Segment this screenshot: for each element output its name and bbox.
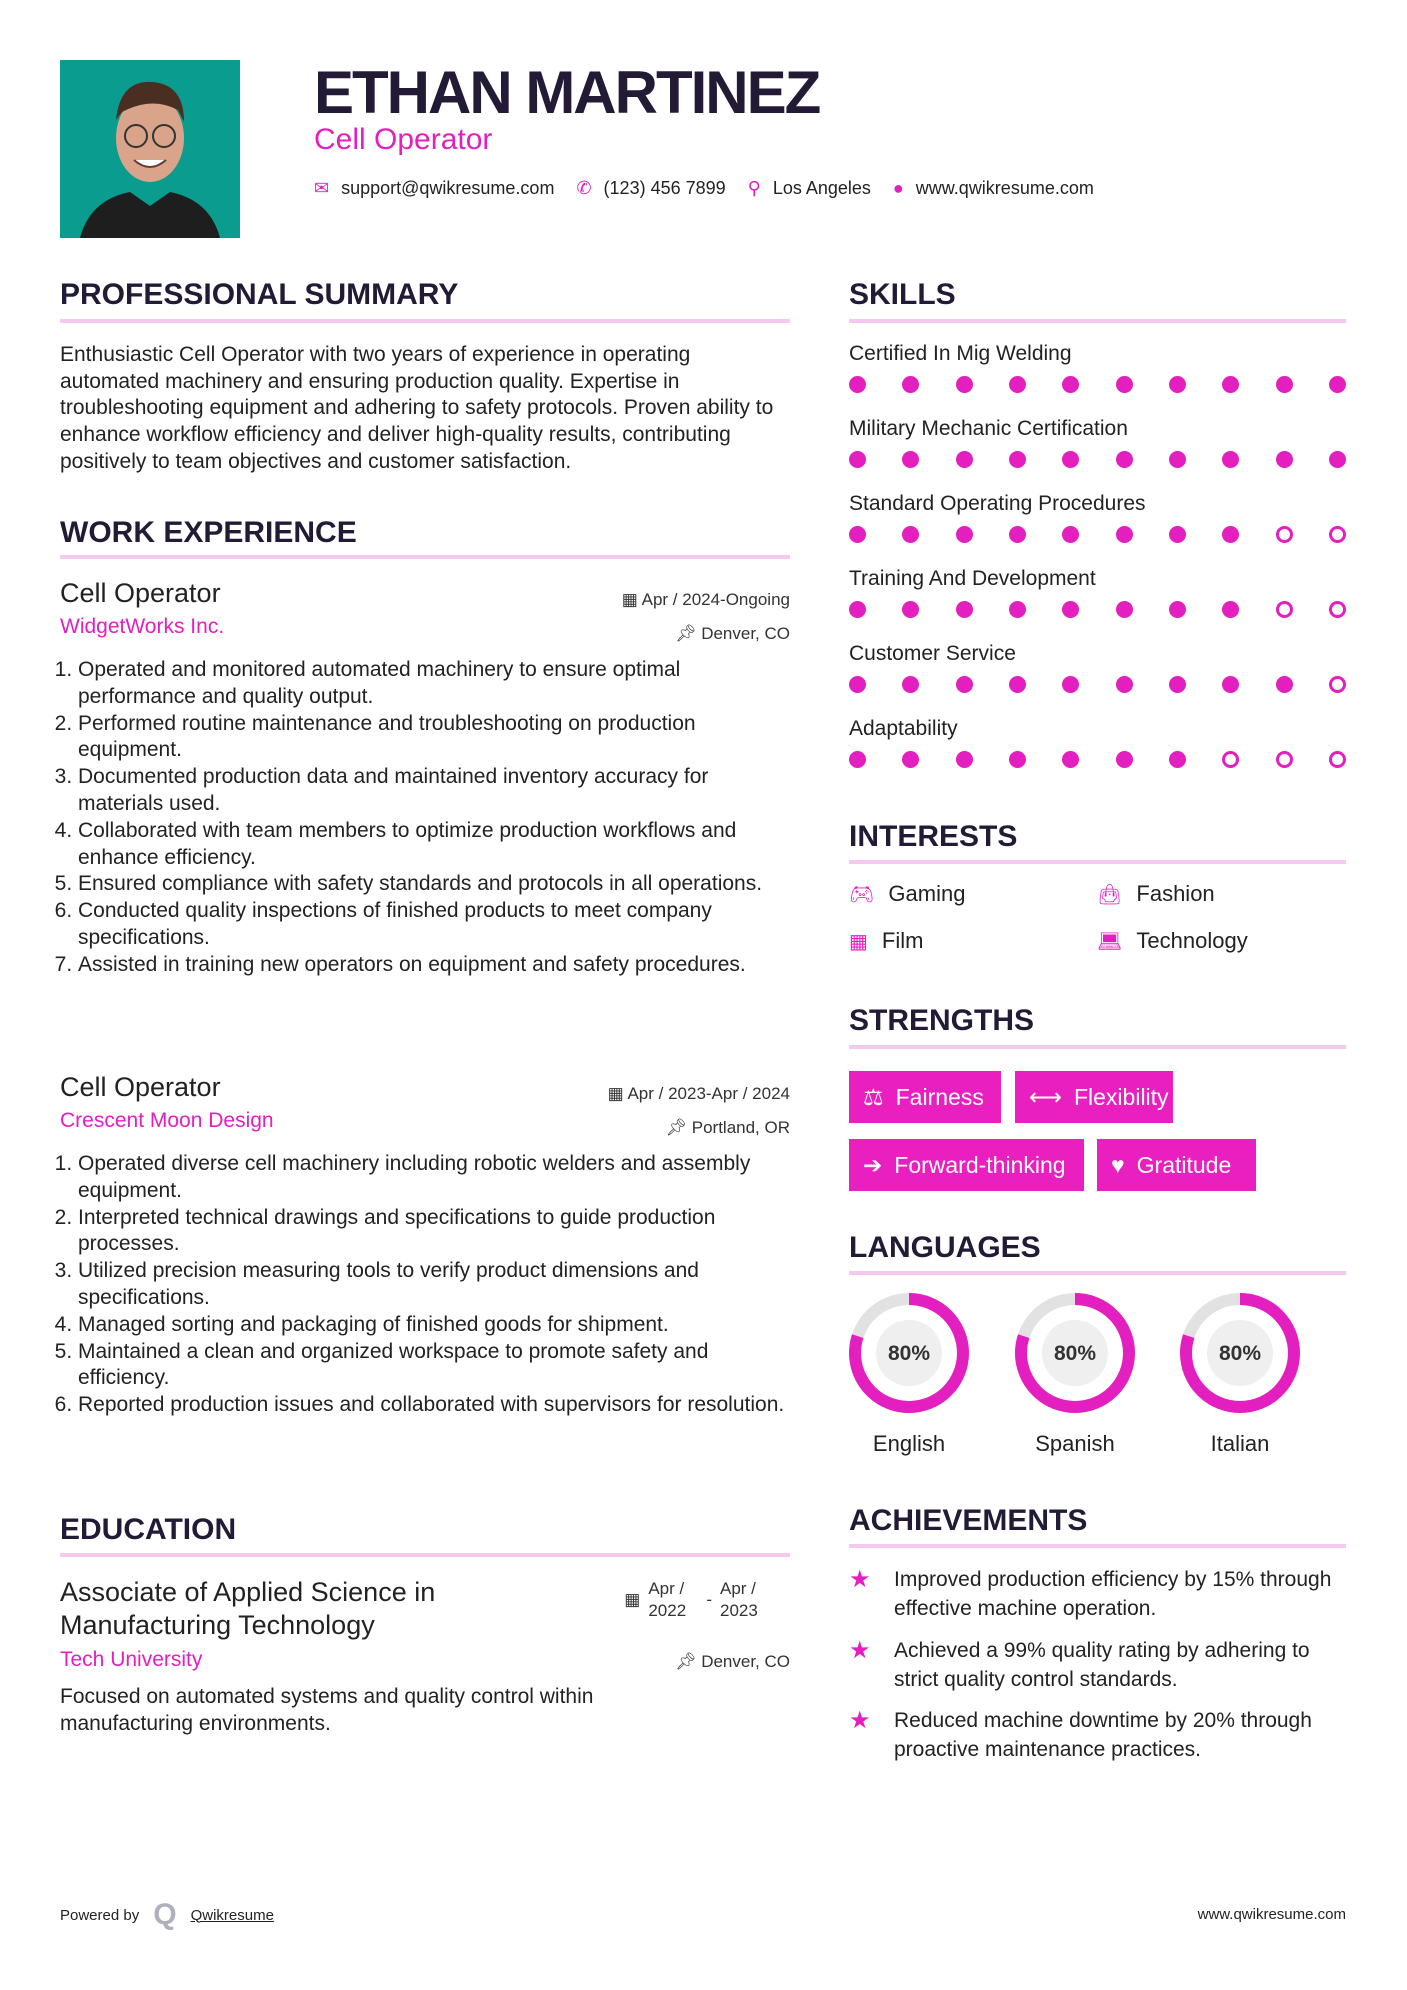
thumbtack-icon: 📌︎ [665,1118,692,1137]
job-location-text: Portland, OR [691,1118,790,1137]
skill-name: Certified In Mig Welding [849,342,1072,365]
language-italian [1175,1290,1305,1457]
education-description: Focused on automated systems and quality control within manufacturing environments. [60,1685,594,1735]
section-divider [849,319,1346,323]
language-percent: 80% [1218,1342,1262,1365]
skill-item [849,717,1346,792]
job-bullet: 4. Collaborated with team members to optimize production workflows and enhance efficiency. [78,818,790,872]
language-english [844,1290,974,1457]
start-date: Apr / 2022 [648,1579,687,1620]
rating-dot-filled [849,601,866,618]
job-bullet: 2. Performed routine maintenance and troubleshooting on production equipment. [78,711,790,765]
section-divider [60,319,790,323]
interest-gaming [849,881,965,907]
rating-dot-filled [1222,601,1239,618]
candidate-name: ETHAN MARTINEZ [314,59,820,126]
calendar-icon: ▦ [624,1590,641,1609]
rating-dot-filled [1116,601,1133,618]
location-text: Los Angeles [772,178,871,198]
film-icon: ▦ [849,930,868,953]
rating-dot-filled [902,526,919,543]
thumbtack-icon: 📌︎ [674,624,702,643]
language-ring [1010,1290,1140,1416]
calendar-icon: ▦ [607,1084,628,1103]
rating-dot-filled [1062,376,1079,393]
strength-label: Gratitude [1136,1151,1232,1178]
rating-dot-empty [1329,751,1346,768]
section-heading-languages: LANGUAGES [849,1231,1041,1264]
laptop-icon: 💻︎ [1097,930,1123,953]
job-location [665,1118,790,1138]
job-bullet: 1. Operated diverse cell machinery including robotic welders and assembly equipment. [78,1151,790,1205]
job-bullets [60,1151,790,1419]
rating-dot-filled [1222,451,1239,468]
star-icon: ★ [849,1637,871,1664]
job-company: Crescent Moon Design [60,1109,274,1132]
rating-dot-filled [1169,526,1186,543]
job-company: WidgetWorks Inc. [60,615,225,638]
rating-dot-filled [1009,526,1026,543]
footer-powered-by [60,1898,274,1932]
section-divider [60,555,790,559]
rating-dot-filled [1169,751,1186,768]
gamepad-icon: 🎮︎ [849,883,875,906]
rating-dot-filled [1062,601,1079,618]
language-spanish [1010,1290,1140,1457]
job-dates-text: Apr / 2024-Ongoing [641,590,790,609]
achievement-text: Reduced machine downtime by 20% through proactive maintenance practices. [894,1709,1312,1761]
strength-label: Forward-thinking [894,1151,1066,1178]
job-dates [622,590,790,610]
rating-dot-filled [1329,376,1346,393]
language-name: Spanish [1035,1431,1115,1456]
rating-dot-filled [902,376,919,393]
section-heading-summary: PROFESSIONAL SUMMARY [60,278,459,311]
interest-label: Technology [1136,928,1248,953]
job-location [675,624,790,644]
section-divider [849,1544,1346,1548]
map-marker-icon: ⚲ [747,178,761,198]
job-bullet: 1. Operated and monitored automated machinery to ensure optimal performance and quality output. [78,657,790,711]
rating-dot-filled [849,376,866,393]
skill-name: Training And Development [849,567,1096,590]
rating-dot-filled [1276,376,1293,393]
powered-by-label: Powered by [60,1906,140,1924]
rating-dot-filled [902,751,919,768]
interest-film [849,928,923,954]
skill-rating [849,751,1346,768]
skill-item [849,567,1346,642]
job-title: Cell Operator [60,578,221,608]
skill-rating [849,451,1346,468]
qwikresume-logo-icon: Q [153,1898,177,1931]
job-bullet: 5. Ensured compliance with safety standards and protocols in all operations. [78,871,790,898]
skill-rating [849,526,1346,543]
skill-item [849,417,1346,492]
envelope-icon: ✉ [314,178,330,198]
rating-dot-filled [1222,676,1239,693]
interest-technology [1097,928,1248,954]
rating-dot-filled [956,751,973,768]
rating-dot-filled [1009,601,1026,618]
skill-name: Adaptability [849,717,958,740]
degree-title: Associate of Applied Science in Manufacturing Technology [60,1577,436,1640]
section-divider [849,1045,1346,1049]
achievement-item [849,1565,1346,1623]
section-heading-skills: SKILLS [849,278,956,311]
rating-dot-filled [1009,751,1026,768]
rating-dot-filled [1169,451,1186,468]
calendar-icon: ▦ [621,590,642,609]
rating-dot-filled [1062,751,1079,768]
rating-dot-empty [1276,526,1293,543]
rating-dot-filled [849,751,866,768]
strength-flexibility [1015,1071,1173,1123]
strength-gratitude [1097,1139,1256,1191]
education-dates [624,1578,770,1622]
section-divider [60,1553,790,1557]
education-entry [60,1576,790,1737]
rating-dot-filled [1276,676,1293,693]
arrows-h-icon: ⟷ [1029,1083,1062,1110]
rating-dot-empty [1329,601,1346,618]
rating-dot-empty [1276,601,1293,618]
rating-dot-filled [1222,526,1239,543]
section-heading-experience: WORK EXPERIENCE [60,516,357,549]
section-heading-achievements: ACHIEVEMENTS [849,1504,1088,1537]
rating-dot-filled [902,601,919,618]
achievement-item [849,1706,1346,1764]
job-bullet: 3. Documented production data and maintained inventory accuracy for materials used. [78,764,790,818]
rating-dot-filled [1169,376,1186,393]
balance-scale-icon: ⚖ [863,1083,884,1110]
interest-label: Gaming [888,881,966,906]
language-name: Italian [1210,1431,1270,1456]
rating-dot-filled [1009,676,1026,693]
skill-name: Military Mechanic Certification [849,417,1128,440]
job-bullet: 3. Utilized precision measuring tools to verify product dimensions and specifications. [78,1258,790,1312]
rating-dot-filled [1062,526,1079,543]
job-bullet: 5. Maintained a clean and organized workspace to promote safety and efficiency. [78,1339,790,1393]
rating-dot-filled [956,676,973,693]
rating-dot-empty [1329,676,1346,693]
strength-label: Fairness [895,1083,984,1110]
phone-icon: ✆ [576,178,592,198]
rating-dot-filled [1222,376,1239,393]
brand-link[interactable]: Qwikresume [190,1906,274,1924]
section-heading-interests: INTERESTS [849,820,1018,853]
strength-fairness [849,1071,1001,1123]
rating-dot-filled [1169,601,1186,618]
section-divider [849,860,1346,864]
rating-dot-filled [1116,676,1133,693]
skills-list [849,342,1346,792]
rating-dot-filled [1276,451,1293,468]
email-link[interactable]: support@qwikresume.com [341,178,555,198]
job-title: Cell Operator [60,1072,221,1102]
section-divider [849,1271,1346,1275]
rating-dot-filled [1169,676,1186,693]
achievement-text: Achieved a 99% quality rating by adhering to strict quality control standards. [894,1639,1310,1691]
rating-dot-filled [1009,451,1026,468]
education-location [675,1652,790,1672]
footer-website[interactable]: www.qwikresume.com [1197,1906,1346,1923]
interest-label: Fashion [1136,881,1215,906]
rating-dot-filled [956,376,973,393]
job-dates [608,1084,790,1104]
arrow-right-icon: ➔ [863,1151,883,1178]
rating-dot-filled [902,451,919,468]
job-bullet: 6. Reported production issues and collaborated with supervisors for resolution. [78,1392,790,1419]
contact-bar [314,178,1116,199]
date-separator: - [706,1590,712,1609]
rating-dot-filled [1116,376,1133,393]
rating-dot-filled [1116,526,1133,543]
star-icon: ★ [849,1566,871,1593]
thumbtack-icon: 📌︎ [674,1652,702,1671]
rating-dot-empty [1276,751,1293,768]
rating-dot-filled [956,526,973,543]
language-percent: 80% [887,1342,931,1365]
section-heading-education: EDUCATION [60,1513,237,1546]
skill-name: Customer Service [849,642,1016,665]
rating-dot-empty [1222,751,1239,768]
skill-item [849,342,1346,417]
skill-rating [849,601,1346,618]
rating-dot-empty [1329,526,1346,543]
job-entry [60,578,790,979]
achievement-text: Improved production efficiency by 15% through effective machine operation. [894,1568,1332,1620]
website-link[interactable]: www.qwikresume.com [915,178,1094,198]
skill-rating [849,376,1346,393]
strength-label: Flexibility [1073,1083,1169,1110]
rating-dot-filled [1329,451,1346,468]
star-icon: ★ [849,1707,871,1734]
skill-item [849,492,1346,567]
rating-dot-filled [956,601,973,618]
education-location-text: Denver, CO [701,1652,790,1671]
skill-name: Standard Operating Procedures [849,492,1146,515]
rating-dot-filled [1116,751,1133,768]
job-bullet: 2. Interpreted technical drawings and specifications to guide production processes. [78,1205,790,1259]
rating-dot-filled [956,451,973,468]
achievement-item [849,1636,1346,1694]
rating-dot-filled [849,451,866,468]
phone-text: (123) 456 7899 [603,178,726,198]
job-dates-text: Apr / 2023-Apr / 2024 [627,1084,790,1103]
language-ring [1175,1290,1305,1416]
interest-label: Film [881,928,924,953]
job-location-text: Denver, CO [701,624,790,643]
interest-fashion [1097,881,1215,907]
skill-rating [849,676,1346,693]
rating-dot-filled [849,526,866,543]
job-bullet: 7. Assisted in training new operators on equipment and safety procedures. [78,952,790,979]
school-name: Tech University [60,1648,203,1671]
section-heading-strengths: STRENGTHS [849,1004,1035,1037]
strength-forward-thinking [849,1139,1084,1191]
summary-text: Enthusiastic Cell Operator with two years of experience in operating automated machinery and ensuring production quality. Expertise in troubleshooting equipment and adhering to safety protocols. Proven ability to enhance workflow efficiency and deliver high-quality results, contributing positively to team objectives and customer satisfaction. [60,343,774,473]
job-bullet: 6. Conducted quality inspections of finished products to meet company specifications. [78,898,790,952]
rating-dot-filled [1009,376,1026,393]
rating-dot-filled [849,676,866,693]
rating-dot-filled [1062,451,1079,468]
language-percent: 80% [1053,1342,1097,1365]
end-date: Apr / 2023 [720,1579,758,1620]
rating-dot-filled [1062,676,1079,693]
shopping-bag-icon: 👜︎ [1097,883,1123,906]
candidate-title: Cell Operator [314,123,493,156]
language-ring [844,1290,974,1416]
job-bullet: 4. Managed sorting and packaging of finished goods for shipment. [78,1312,790,1339]
rating-dot-filled [902,676,919,693]
job-entry [60,1072,790,1419]
skill-item [849,642,1346,717]
profile-photo [60,60,240,238]
globe-icon: ● [892,178,904,198]
heart-icon: ♥ [1111,1151,1125,1178]
job-bullets [60,657,790,979]
rating-dot-filled [1116,451,1133,468]
language-name: English [872,1431,946,1456]
